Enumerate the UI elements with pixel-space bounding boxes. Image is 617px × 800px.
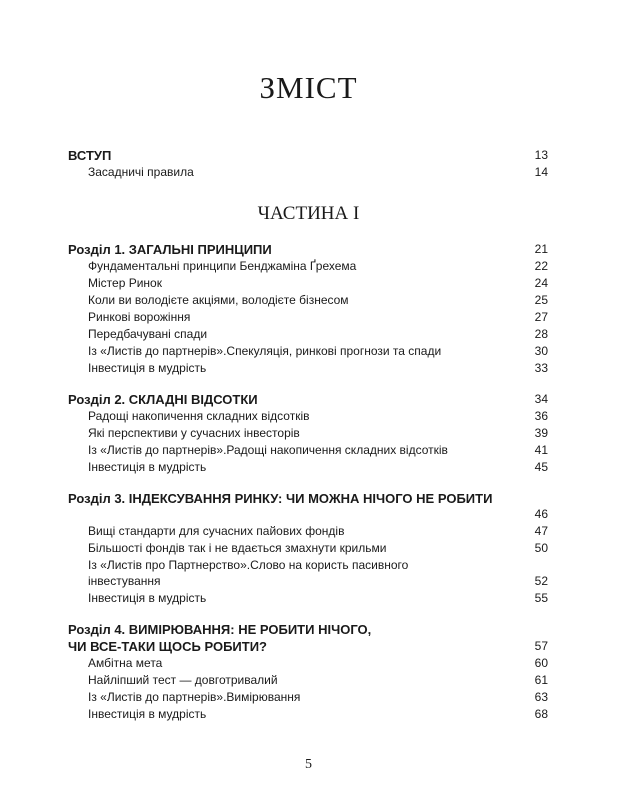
toc-entry[interactable] xyxy=(68,706,548,723)
toc-page-number: 25 xyxy=(534,293,548,307)
toc-entry-label: Інвестиція в мудрість xyxy=(88,460,207,474)
toc-entry-label: Інвестиція в мудрість xyxy=(88,707,207,721)
toc-entry-label-continued: інвестування xyxy=(88,574,161,588)
toc-entry-label: Із «Листів до партнерів».Спекуляція, ринкові прогнози та спади xyxy=(88,344,442,358)
toc-entry[interactable] xyxy=(68,655,548,672)
toc-entry-label: Фундаментальні принципи Бенджаміна Ґрехема xyxy=(88,259,357,273)
toc-page-number: 21 xyxy=(534,242,548,256)
toc-page-number: 57 xyxy=(534,639,548,653)
page-title: ЗМІСТ xyxy=(259,70,358,105)
toc-entry[interactable] xyxy=(68,689,548,706)
toc-page-number: 14 xyxy=(534,165,548,179)
toc-entry[interactable] xyxy=(68,425,548,442)
toc-page-number: 63 xyxy=(534,690,548,704)
toc-page-number: 30 xyxy=(534,344,548,358)
toc-heading-label: Розділ 3. ІНДЕКСУВАННЯ РИНКУ: ЧИ МОЖНА НІЧОГО НЕ РОБИТИ xyxy=(68,491,493,506)
toc-entry-label: Інвестиція в мудрість xyxy=(88,591,207,605)
toc-entry[interactable] xyxy=(68,343,548,360)
toc-entry[interactable] xyxy=(68,309,548,326)
toc-heading-label-continued: ЧИ ВСЕ-ТАКИ ЩОСЬ РОБИТИ? xyxy=(68,639,267,654)
toc-page-number: 50 xyxy=(534,541,548,555)
toc-page-number: 24 xyxy=(534,276,548,290)
toc-entry-label: Засадничі правила xyxy=(88,165,194,179)
toc-page-number: 41 xyxy=(534,443,548,457)
toc-entry-label: Які перспективи у сучасних інвесторів xyxy=(88,426,300,440)
toc-heading-label: ВСТУП xyxy=(68,148,112,163)
toc-entry[interactable] xyxy=(68,459,548,476)
toc-entry-label: Містер Ринок xyxy=(88,276,162,290)
toc-entry-label: Із «Листів про Партнерство».Слово на користь пасивного xyxy=(88,558,409,572)
toc-page-number: 68 xyxy=(534,707,548,721)
toc-page-number: 39 xyxy=(534,426,548,440)
toc-heading-chapter-1[interactable] xyxy=(68,241,548,258)
toc-page-number: 47 xyxy=(534,524,548,538)
toc-page-number: 22 xyxy=(534,259,548,273)
toc-heading-label: Розділ 2. СКЛАДНІ ВІДСОТКИ xyxy=(68,392,258,407)
toc-heading-chapter-2[interactable] xyxy=(68,391,548,408)
toc-page-number: 36 xyxy=(534,409,548,423)
toc-page-number: 55 xyxy=(534,591,548,605)
toc-entry-continued[interactable] xyxy=(68,573,548,590)
toc-page-number: 46 xyxy=(534,507,548,521)
toc-entry[interactable] xyxy=(68,164,548,181)
toc-page-number: 60 xyxy=(534,656,548,670)
toc-entry-label: Із «Листів до партнерів».Вимірювання xyxy=(88,690,301,704)
toc-page-number: 52 xyxy=(534,574,548,588)
toc-entry[interactable] xyxy=(68,442,548,459)
toc-entry[interactable] xyxy=(68,292,548,309)
toc-entry[interactable] xyxy=(68,258,548,275)
toc-page-number: 33 xyxy=(534,361,548,375)
toc-entry[interactable] xyxy=(68,590,548,607)
toc-entry-label: Інвестиція в мудрість xyxy=(88,361,207,375)
toc-entry[interactable] xyxy=(68,408,548,425)
toc-page-number: 34 xyxy=(534,392,548,406)
toc-heading-chapter-4[interactable] xyxy=(68,621,548,638)
page-number: 5 xyxy=(305,757,312,772)
toc-page-number: 13 xyxy=(534,148,548,162)
toc-page-number: 45 xyxy=(534,460,548,474)
toc-entry-label: Найліпший тест — довготривалий xyxy=(88,673,278,687)
toc-entry-label: Більшості фондів так і не вдається змахнути крильми xyxy=(88,541,387,555)
toc-entry[interactable] xyxy=(68,540,548,557)
toc-heading-label: Розділ 1. ЗАГАЛЬНІ ПРИНЦИПИ xyxy=(68,242,272,257)
toc-entry[interactable] xyxy=(68,275,548,292)
toc-entry[interactable] xyxy=(68,672,548,689)
toc-heading-chapter-3[interactable] xyxy=(68,490,548,507)
toc-heading-label: Розділ 4. ВИМІРЮВАННЯ: НЕ РОБИТИ НІЧОГО, xyxy=(68,622,372,637)
toc-entry[interactable] xyxy=(68,557,548,574)
toc-entry-label: Амбітна мета xyxy=(88,656,163,670)
toc-entry-label: Радощі накопичення складних відсотків xyxy=(88,409,310,423)
toc-entry-label: Передбачувані спади xyxy=(88,327,208,341)
toc-heading-intro[interactable] xyxy=(68,147,548,164)
toc-entry[interactable] xyxy=(68,523,548,540)
toc-heading-chapter-3-page xyxy=(68,506,548,523)
part-title: ЧАСТИНА І xyxy=(257,203,360,224)
toc-page-number: 28 xyxy=(534,327,548,341)
toc-heading-chapter-4-continued[interactable] xyxy=(68,638,548,655)
toc-page-number: 27 xyxy=(534,310,548,324)
toc-entry-label: Вищі стандарти для сучасних пайових фондів xyxy=(88,524,345,538)
toc-page-number: 61 xyxy=(534,673,548,687)
toc-entry-label: Ринкові ворожіння xyxy=(88,310,191,324)
toc-entry-label: Коли ви володієте акціями, володієте бізнесом xyxy=(88,293,349,307)
toc-entry[interactable] xyxy=(68,326,548,343)
toc-entry-label: Із «Листів до партнерів».Радощі накопичення складних відсотків xyxy=(88,443,448,457)
toc-entry[interactable] xyxy=(68,360,548,377)
